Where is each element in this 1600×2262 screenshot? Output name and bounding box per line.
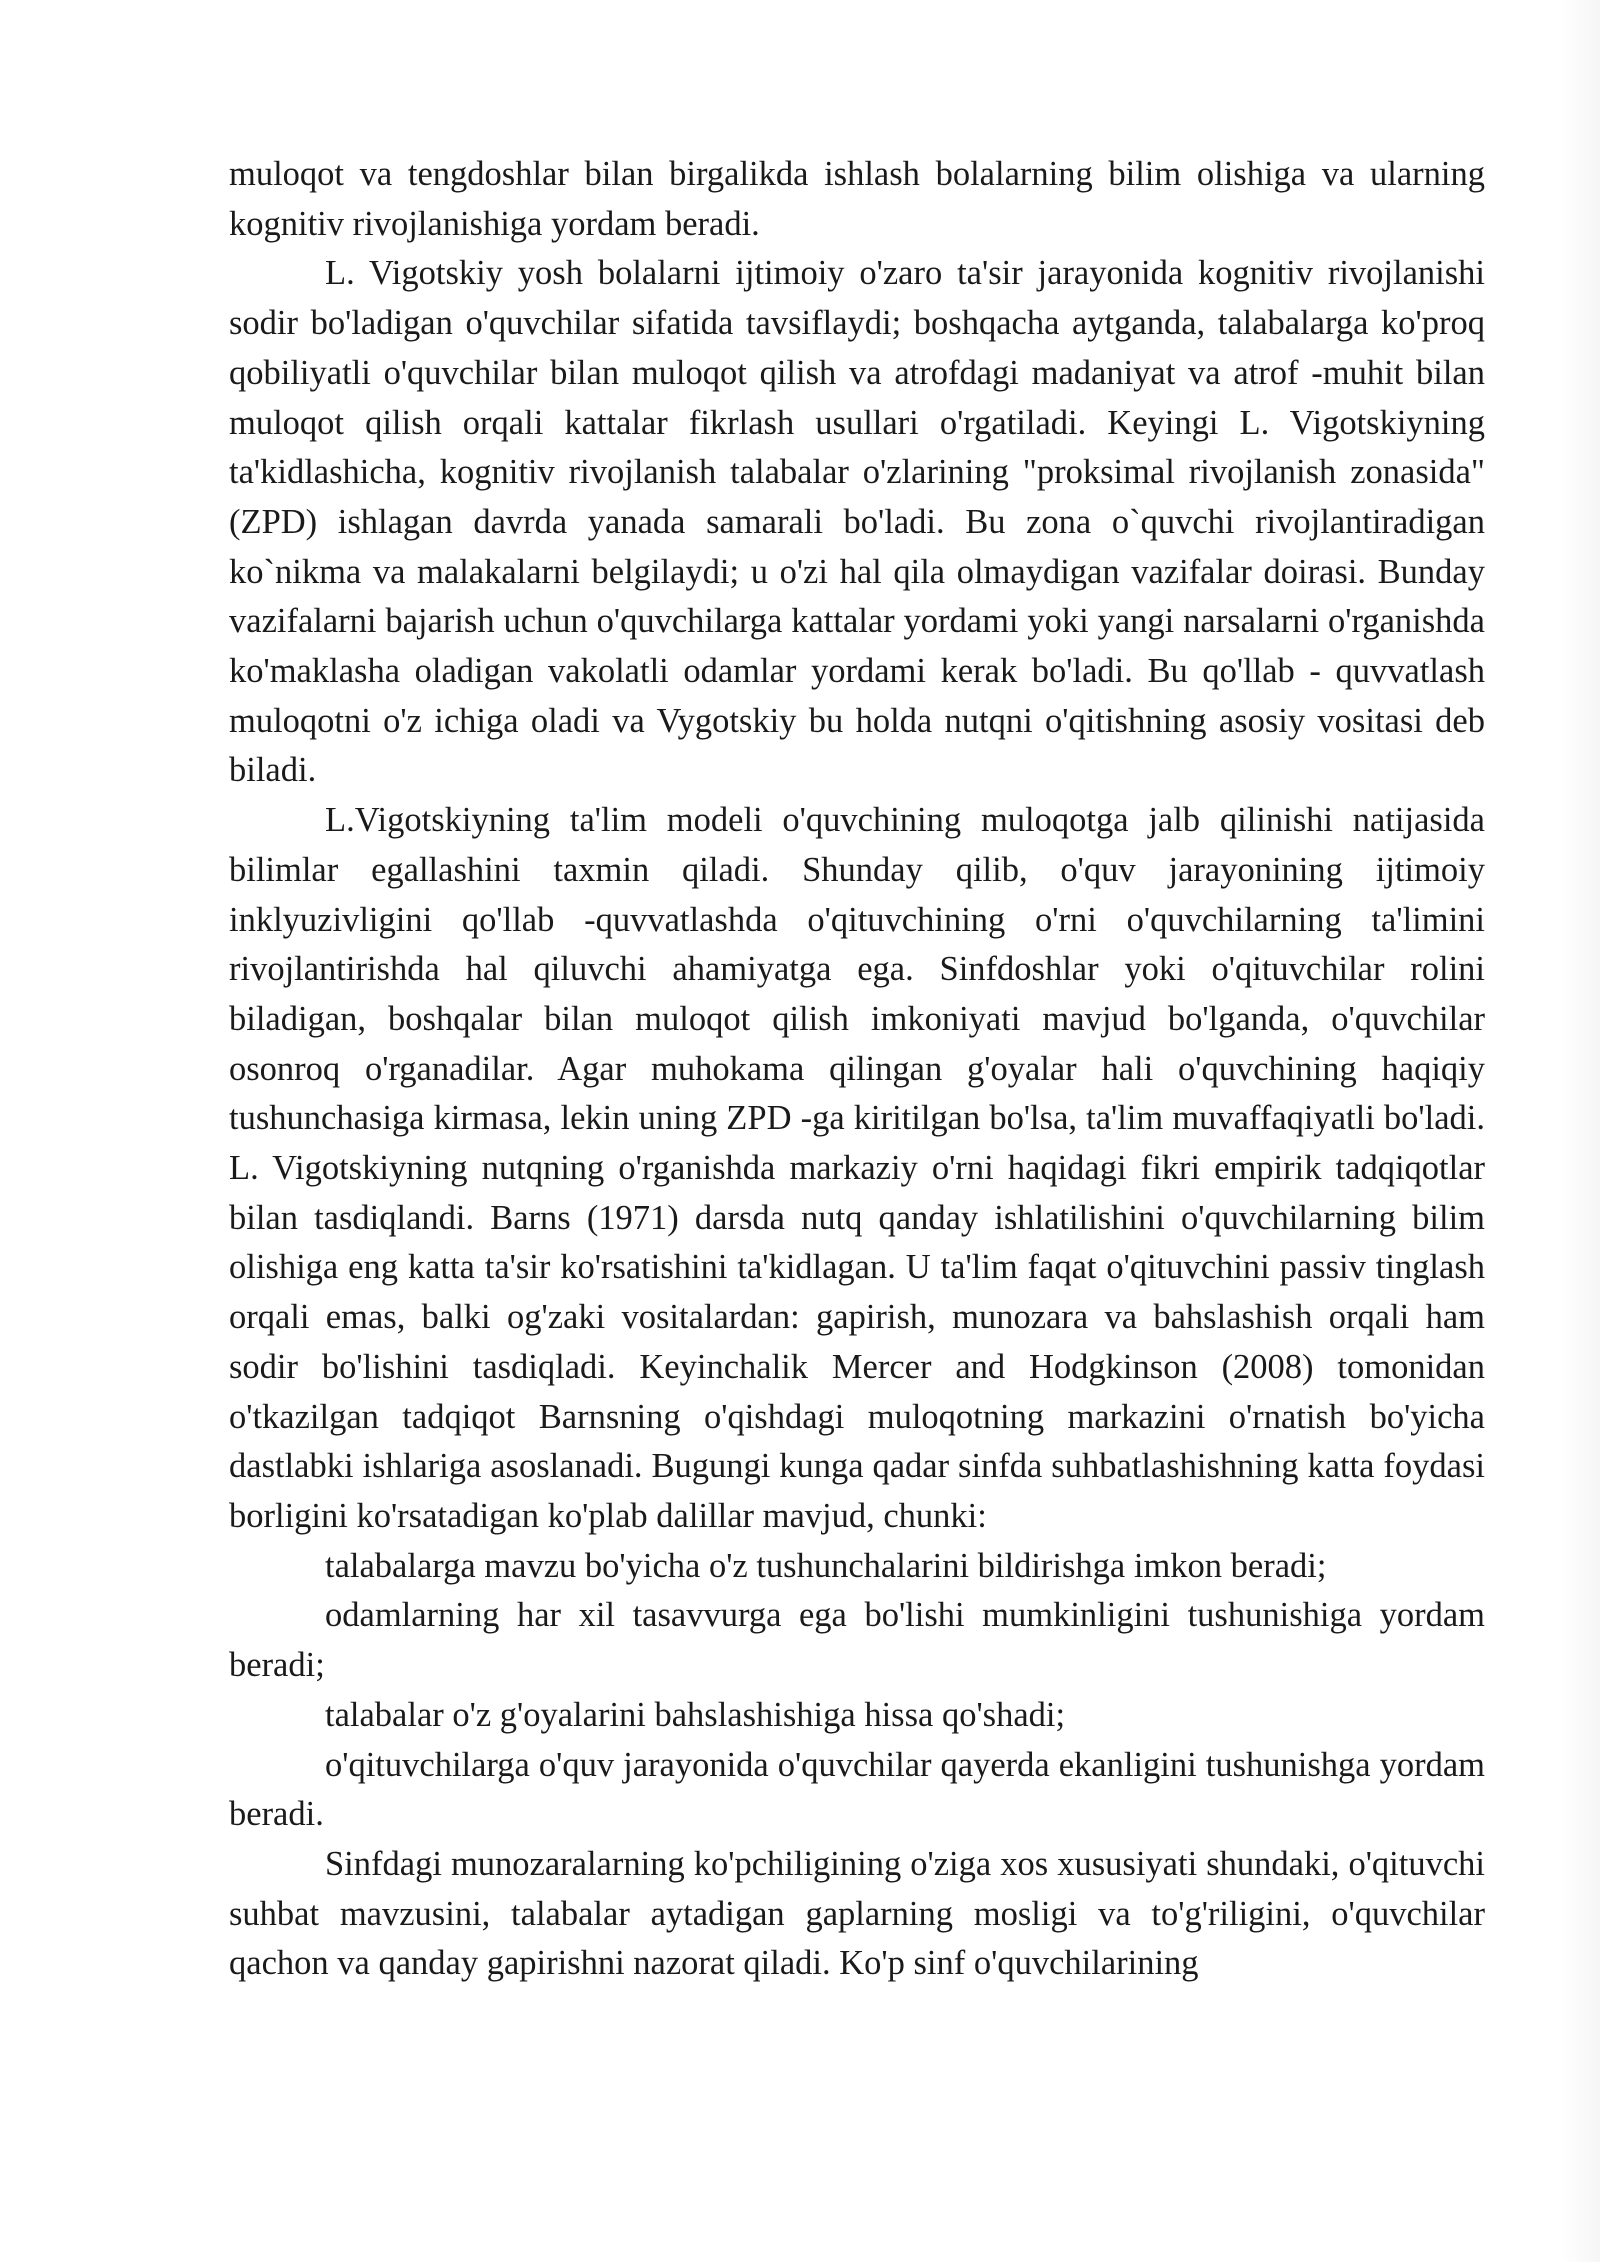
list-item-benefit-3: talabalar o'z g'oyalarini bahslashishiga hissa qo'shadi; [325,1695,1066,1734]
list-item-benefit-4: o'qituvchilarga o'quv jarayonida o'quvchilar qayerda ekanligini tushunishga yordam beradi. [229,1745,1485,1834]
paragraph-vigotskiy-description: L. Vigotskiy yosh bolalarni ijtimoiy o'zaro ta'sir jarayonida kognitiv rivojlanishi sodir bo'ladigan o'quvchilar sifatida tavsiflaydi; boshqacha aytganda, talabalarga ko'proq qobiliyatli o'quvchilar bilan muloqot qilish va atrofdagi madaniyat va atrof -muhit bilan muloqot qilish orqali kattalar fikrlash usullari o'rgatiladi. Keyingi L. Vigotskiyning ta'kidlashicha, kognitiv rivojlanish talabalar o'zlarining "proksimal rivojlanish zonasida" (ZPD) ishlagan davrda yanada samarali bo'ladi. Bu zona o`quvchi rivojlantiradigan ko`nikma va malakalarni belgilaydi; u o'zi hal qila olmaydigan vazifalar doirasi. Bunday vazifalarni bajarish uchun o'quvchilarga kattalar yordami yoki yangi narsalarni o'rganishda ko'maklasha oladigan vakolatli odamlar yordami kerak bo'ladi. Bu qo'llab - quvvatlash muloqotni o'z ichiga oladi va Vygotskiy bu holda nutqni o'qitishning asosiy vositasi deb biladi. [229,254,1485,790]
page-edge-shadow [1560,0,1600,2262]
list-item-benefit-2: odamlarning har xil tasavvurga ega bo'lishi mumkinligini tushunishiga yordam beradi; [229,1596,1485,1685]
paragraph-classroom-discussions: Sinfdagi munozaralarning ko'pchiligining o'ziga xos xususiyati shundaki, o'qituvchi suhbat mavzusini, talabalar aytadigan gaplarning mosligi va to'g'riligini, o'quvchilar qachon va qanday gapirishni nazorat qiladi. Ko'p sinf o'quvchilarining [229,1844,1485,1983]
document-body [229,150,1485,1989]
list-item-benefit-1: talabalarga mavzu bo'yicha o'z tushunchalarini bildirishga imkon beradi; [325,1546,1327,1585]
paragraph-vigotskiy-model: L.Vigotskiyning ta'lim modeli o'quvchining muloqotga jalb qilinishi natijasida bilimlar egallashini taxmin qiladi. Shunday qilib, o'quv jarayonining ijtimoiy inklyuzivligini qo'llab -quvvatlashda o'qituvchining o'rni o'quvchilarning ta'limini rivojlantirishda hal qiluvchi ahamiyatga ega. Sinfdoshlar yoki o'qituvchilar rolini biladigan, boshqalar bilan muloqot qilish imkoniyati mavjud bo'lganda, o'quvchilar osonroq o'rganadilar. Agar muhokama qilingan g'oyalar hali o'quvchining haqiqiy tushunchasiga kirmasa, lekin uning ZPD -ga kiritilgan bo'lsa, ta'lim muvaffaqiyatli bo'ladi. L. Vigotskiyning nutqning o'rganishda markaziy o'rni haqidagi fikri empirik tadqiqotlar bilan tasdiqlandi. Barns (1971) darsda nutq qanday ishlatilishini o'quvchilarning bilim olishiga eng katta ta'sir ko'rsatishini ta'kidlagan. U ta'lim faqat o'qituvchini passiv tinglash orqali emas, balki og'zaki vositalardan: gapirish, munozara va bahslashish orqali ham sodir bo'lishini tasdiqladi. Keyinchalik Mercer and Hodgkinson (2008) tomonidan o'tkazilgan tadqiqot Barnsning o'qishdagi muloqotning markazini o'rnatish bo'yicha dastlabki ishlariga asoslanadi. Bugungi kunga qadar sinfda suhbatlashishning katta foydasi borligini ko'rsatadigan ko'plab dalillar mavjud, chunki: [229,801,1485,1535]
paragraph-continuation: muloqot va tengdoshlar bilan birgalikda ishlash bolalarning bilim olishiga va ularning kognitiv rivojlanishiga yordam beradi. [229,155,1485,243]
